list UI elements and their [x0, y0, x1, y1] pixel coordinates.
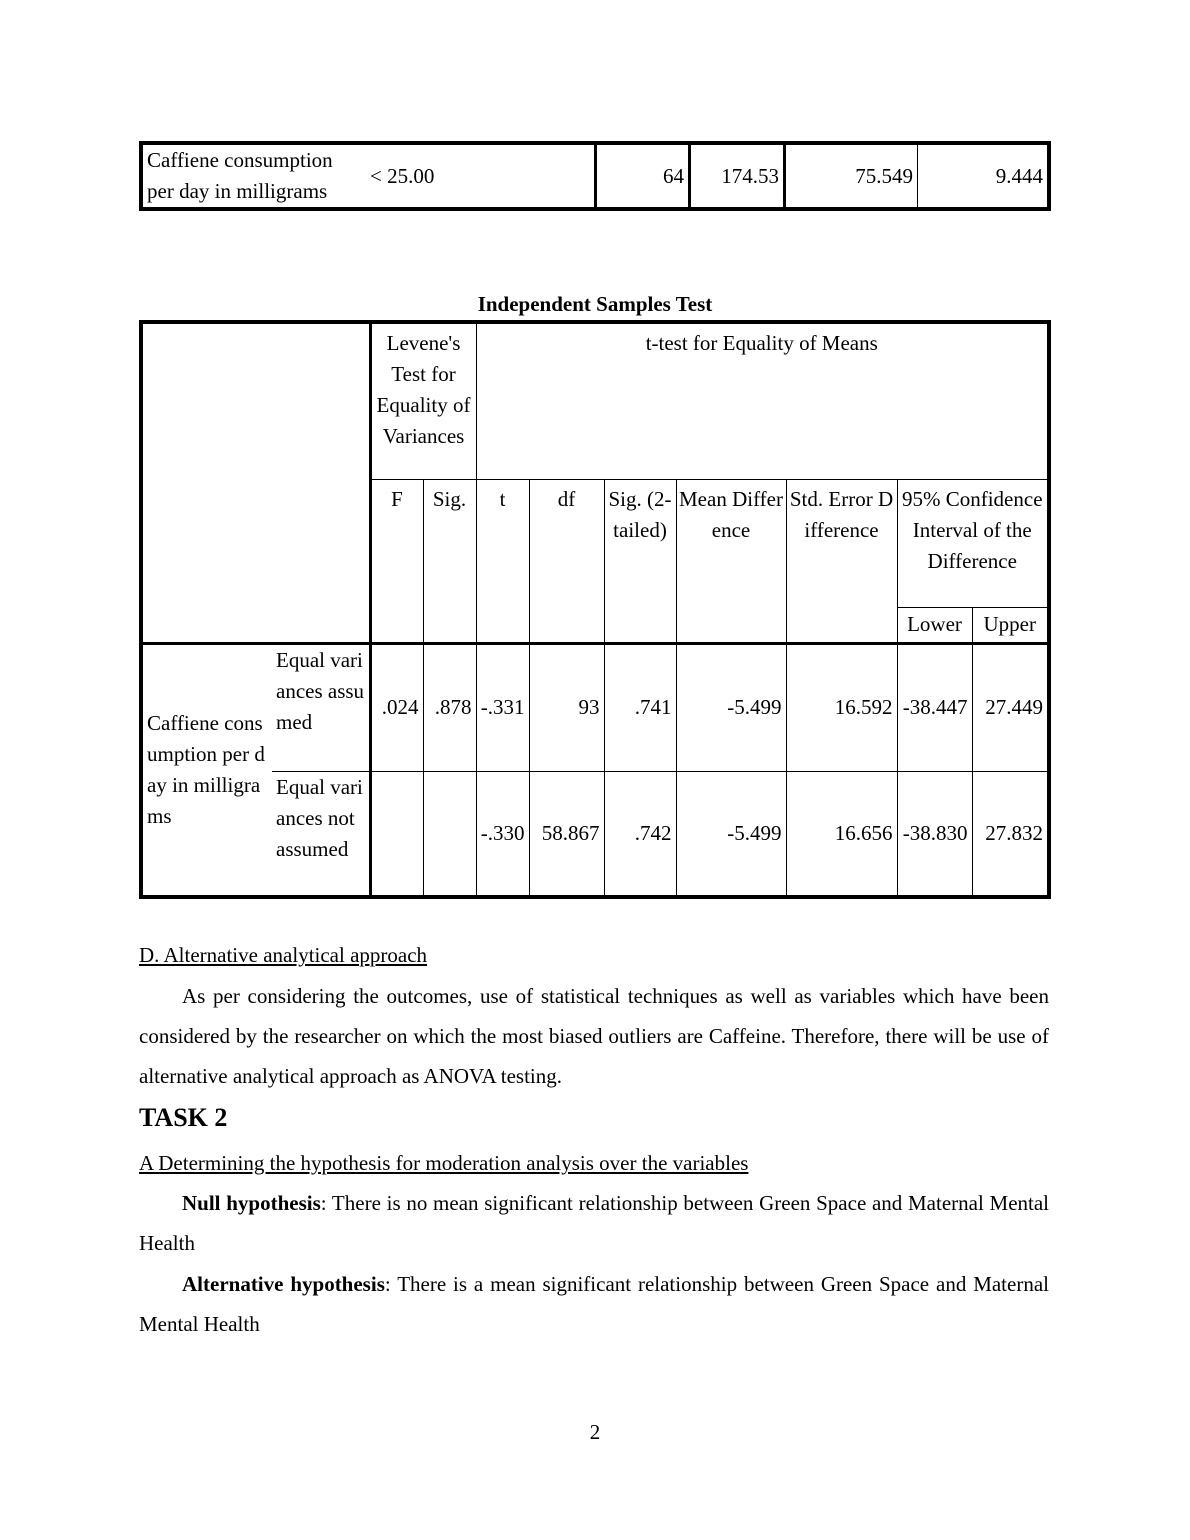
cell-sig-2-tailed: .742	[604, 771, 676, 897]
col-mean-difference: Mean Difference	[676, 479, 786, 643]
cell-mean-difference: -5.499	[676, 771, 786, 897]
cell-upper: 27.832	[972, 771, 1049, 897]
alternative-hypothesis-label: Alternative hypothesis	[182, 1272, 385, 1296]
descriptives-table	[139, 141, 1051, 211]
section-d-paragraph: As per considering the outcomes, use of statistical techniques as well as variables which have been considered by the researcher on which the most biased outliers are Caffeine. Therefore, there will be use of alternative analytical approach as ANOVA testing.	[139, 984, 1049, 1088]
cell-sig	[423, 771, 476, 897]
cell-t: -.331	[476, 643, 529, 771]
cell-t: -.330	[476, 771, 529, 897]
sd-cell: 75.549	[785, 143, 918, 209]
task2-subheading: A Determining the hypothesis for moderation analysis over the variables	[139, 1151, 749, 1175]
cell-df: 93	[529, 643, 604, 771]
cell-f: .024	[370, 643, 423, 771]
null-hypothesis-paragraph	[139, 1183, 1049, 1263]
col-lower: Lower	[897, 607, 972, 643]
group-cell: < 25.00	[366, 143, 596, 209]
alternative-hypothesis-text: : There is a mean significant relationship between Green Space and Maternal Mental Health	[139, 1272, 1049, 1336]
n-cell: 64	[596, 143, 690, 209]
mean-cell: 174.53	[690, 143, 785, 209]
corner-cell	[141, 322, 370, 643]
table-title: Independent Samples Test	[477, 292, 713, 316]
table-row	[141, 143, 1049, 209]
cell-f	[370, 771, 423, 897]
levene-header: Levene's Test for Equality of Variances	[370, 322, 476, 479]
page-number: 2	[589, 1420, 601, 1444]
col-confidence-interval: 95% Confidence Interval of the Difference	[897, 479, 1049, 607]
null-hypothesis-text: : There is no mean significant relationship between Green Space and Maternal Mental Health	[139, 1191, 1049, 1255]
alternative-hypothesis-paragraph	[139, 1264, 1049, 1344]
cell-lower: -38.830	[897, 771, 972, 897]
task2-heading: TASK 2	[139, 1103, 228, 1132]
null-hypothesis-label: Null hypothesis	[182, 1191, 321, 1215]
header-row	[141, 322, 1049, 479]
cell-df: 58.867	[529, 771, 604, 897]
col-t: t	[476, 479, 529, 643]
col-std-error-difference: Std. Error Difference	[786, 479, 897, 643]
cell-std-error-difference: 16.656	[786, 771, 897, 897]
col-sig-2-tailed: Sig. (2-tailed)	[604, 479, 676, 643]
row-label: Caffiene consumption per day in milligrams	[147, 148, 333, 203]
row-label: Equal variances assumed	[272, 643, 370, 771]
cell-upper: 27.449	[972, 643, 1049, 771]
independent-samples-table	[139, 320, 1051, 899]
row-group-label: Caffiene consumption per day in milligrams	[141, 643, 272, 897]
table-row	[141, 771, 1049, 897]
ttest-header: t-test for Equality of Means	[476, 322, 1049, 479]
col-f: F	[370, 479, 423, 643]
col-sig: Sig.	[423, 479, 476, 643]
cell-sig-2-tailed: .741	[604, 643, 676, 771]
se-cell: 9.444	[995, 163, 1043, 188]
cell-mean-difference: -5.499	[676, 643, 786, 771]
cell-sig: .878	[423, 643, 476, 771]
col-df: df	[529, 479, 604, 643]
section-d-heading: D. Alternative analytical approach	[139, 943, 428, 967]
cell-lower: -38.447	[897, 643, 972, 771]
row-label: Equal variances not assumed	[272, 771, 370, 897]
table-row	[141, 643, 1049, 771]
cell-std-error-difference: 16.592	[786, 643, 897, 771]
col-upper: Upper	[972, 607, 1049, 643]
